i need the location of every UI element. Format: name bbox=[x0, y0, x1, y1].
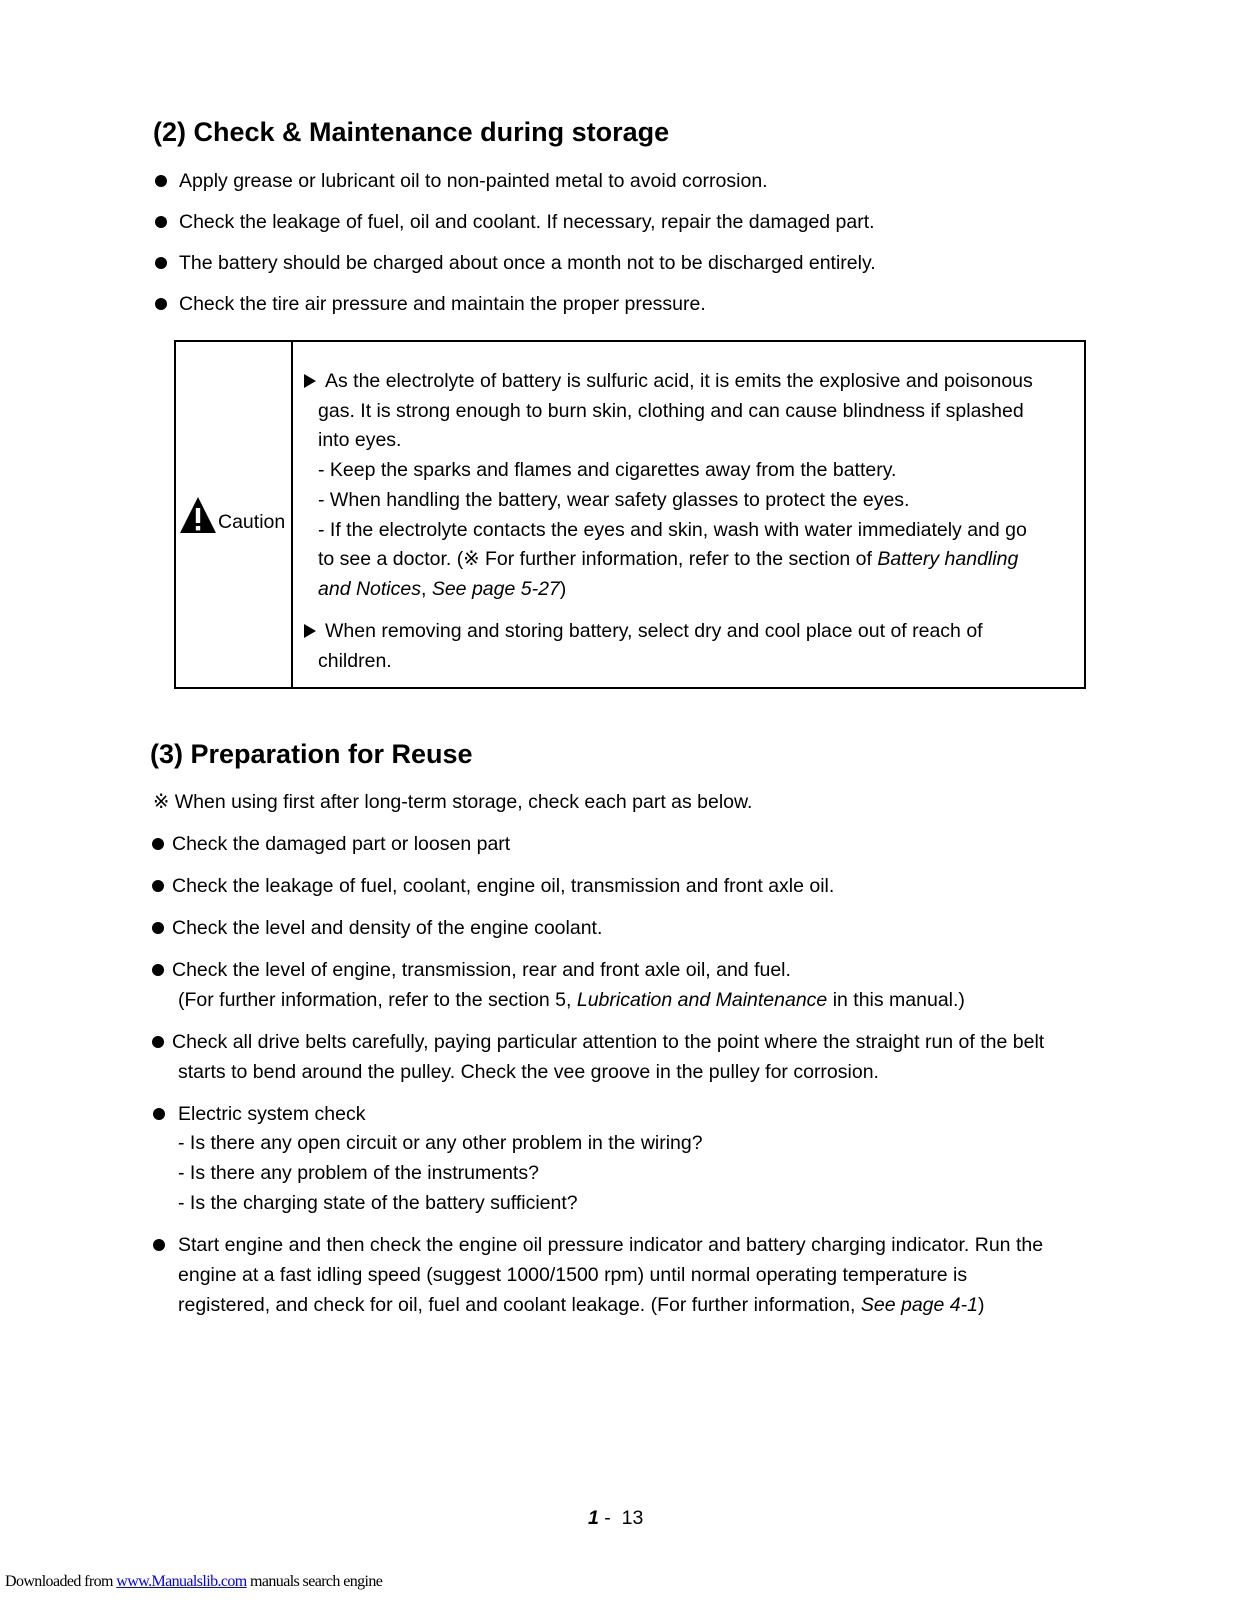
section-3-bullet-1: Check the damaged part or loosen part bbox=[172, 833, 511, 855]
caution-item-1-line-8 bbox=[318, 577, 566, 601]
download-footer bbox=[5, 1572, 382, 1592]
caution-item-1-line-3: into eyes. bbox=[318, 429, 402, 451]
caution-item-2-line-1: When removing and storing battery, select dry and cool place out of reach of bbox=[325, 620, 983, 642]
page-index: 13 bbox=[621, 1507, 644, 1529]
section-3-bullet-2: Check the leakage of fuel, coolant, engine oil, transmission and front axle oil. bbox=[172, 875, 835, 897]
caution-label: Caution bbox=[218, 511, 286, 533]
chapter-number: 1 bbox=[588, 1507, 599, 1529]
section-2-bullet-1: Apply grease or lubricant oil to non-painted metal to avoid corrosion. bbox=[179, 170, 768, 192]
section-3-title: (3) Preparation for Reuse bbox=[150, 739, 473, 769]
section-3-bullet-7-line-1: Start engine and then check the engine oil pressure indicator and battery charging indicator. Run the bbox=[178, 1234, 1044, 1256]
bullet-icon bbox=[153, 1108, 165, 1120]
section-2-bullet-2: Check the leakage of fuel, oil and coolant. If necessary, repair the damaged part. bbox=[179, 211, 875, 233]
manualslib-link[interactable]: www.Manualslib.com bbox=[116, 1573, 247, 1590]
section-3-note: ※ When using first after long-term storage, check each part as below. bbox=[153, 791, 753, 813]
caution-item-1-line-5: - When handling the battery, wear safety glasses to protect the eyes. bbox=[318, 489, 910, 511]
section-3-bullet-5-line-1: Check all drive belts carefully, paying particular attention to the point where the straight run of the belt bbox=[172, 1031, 1045, 1053]
section-3-bullet-7-line-2: engine at a fast idling speed (suggest 1000/1500 rpm) until normal operating temperature is bbox=[178, 1264, 968, 1286]
section-3-bullet-7-line-3 bbox=[178, 1293, 984, 1317]
sub-text-prefix: (For further information, refer to the section 5, bbox=[178, 989, 577, 1011]
caution-item-1-line-2: gas. It is strong enough to burn skin, clothing and can cause blindness if splashed bbox=[318, 400, 1024, 422]
bullet-icon bbox=[152, 922, 164, 934]
section-3-bullet-6-sub-1: - Is there any open circuit or any other problem in the wiring? bbox=[178, 1132, 703, 1154]
bullet-icon bbox=[152, 880, 164, 892]
battery-handling-reference: Battery handling bbox=[877, 548, 1019, 570]
warning-triangle-icon bbox=[179, 496, 217, 534]
bullet-icon bbox=[155, 298, 167, 310]
page-separator: - bbox=[604, 1507, 611, 1529]
bullet-icon bbox=[155, 216, 167, 228]
bullet-icon bbox=[153, 1239, 165, 1251]
caution-item-1-line-7 bbox=[318, 547, 1018, 571]
section-2-bullet-4: Check the tire air pressure and maintain the proper pressure. bbox=[179, 293, 706, 315]
section-3-bullet-6: Electric system check bbox=[178, 1103, 366, 1125]
arrow-right-icon bbox=[304, 624, 316, 638]
section-2-title: (2) Check & Maintenance during storage bbox=[153, 117, 670, 147]
page-reference-5-27: See page 5-27 bbox=[431, 578, 560, 600]
caution-divider bbox=[291, 340, 293, 689]
footer-prefix: Downloaded from bbox=[5, 1573, 117, 1590]
lubrication-maintenance-reference: Lubrication and Maintenance bbox=[576, 989, 828, 1011]
page-reference-4-1: See page 4-1 bbox=[860, 1294, 978, 1316]
page-number bbox=[588, 1506, 643, 1530]
section-3-bullet-6-sub-2: - Is there any problem of the instruments? bbox=[178, 1162, 539, 1184]
bullet-icon bbox=[152, 1036, 164, 1048]
footer-suffix: manuals search engine bbox=[246, 1573, 383, 1590]
bullet-icon bbox=[155, 257, 167, 269]
caution-item-1-line-6: - If the electrolyte contacts the eyes and skin, wash with water immediately and go bbox=[318, 519, 1027, 541]
section-3-bullet-4-sub bbox=[178, 988, 965, 1012]
sub-text-suffix: in this manual.) bbox=[827, 989, 965, 1011]
caution-item-1-line-1: As the electrolyte of battery is sulfuric acid, it is emits the explosive and poisonous bbox=[325, 370, 1033, 392]
line-3-text: registered, and check for oil, fuel and coolant leakage. (For further information, bbox=[178, 1294, 861, 1316]
caution-item-1-line-7-text: to see a doctor. (※ For further information, refer to the section of bbox=[318, 548, 878, 570]
closing-paren: ) bbox=[559, 578, 567, 600]
section-3-bullet-6-sub-3: - Is the charging state of the battery sufficient? bbox=[178, 1192, 578, 1214]
caution-item-1-line-4: - Keep the sparks and flames and cigarettes away from the battery. bbox=[318, 459, 897, 481]
closing-paren: ) bbox=[977, 1294, 985, 1316]
bullet-icon bbox=[152, 838, 164, 850]
section-3-bullet-3: Check the level and density of the engine coolant. bbox=[172, 917, 603, 939]
bullet-icon bbox=[152, 964, 164, 976]
section-3-bullet-5-line-2: starts to bend around the pulley. Check the vee groove in the pulley for corrosion. bbox=[178, 1061, 879, 1083]
notices-reference: and Notices bbox=[318, 578, 421, 600]
bullet-icon bbox=[155, 175, 167, 187]
section-3-bullet-4: Check the level of engine, transmission, rear and front axle oil, and fuel. bbox=[172, 959, 791, 981]
caution-item-2-line-2: children. bbox=[318, 650, 392, 672]
section-2-bullet-3: The battery should be charged about once a month not to be discharged entirely. bbox=[179, 252, 876, 274]
comma-separator: , bbox=[420, 578, 432, 600]
arrow-right-icon bbox=[304, 374, 316, 388]
